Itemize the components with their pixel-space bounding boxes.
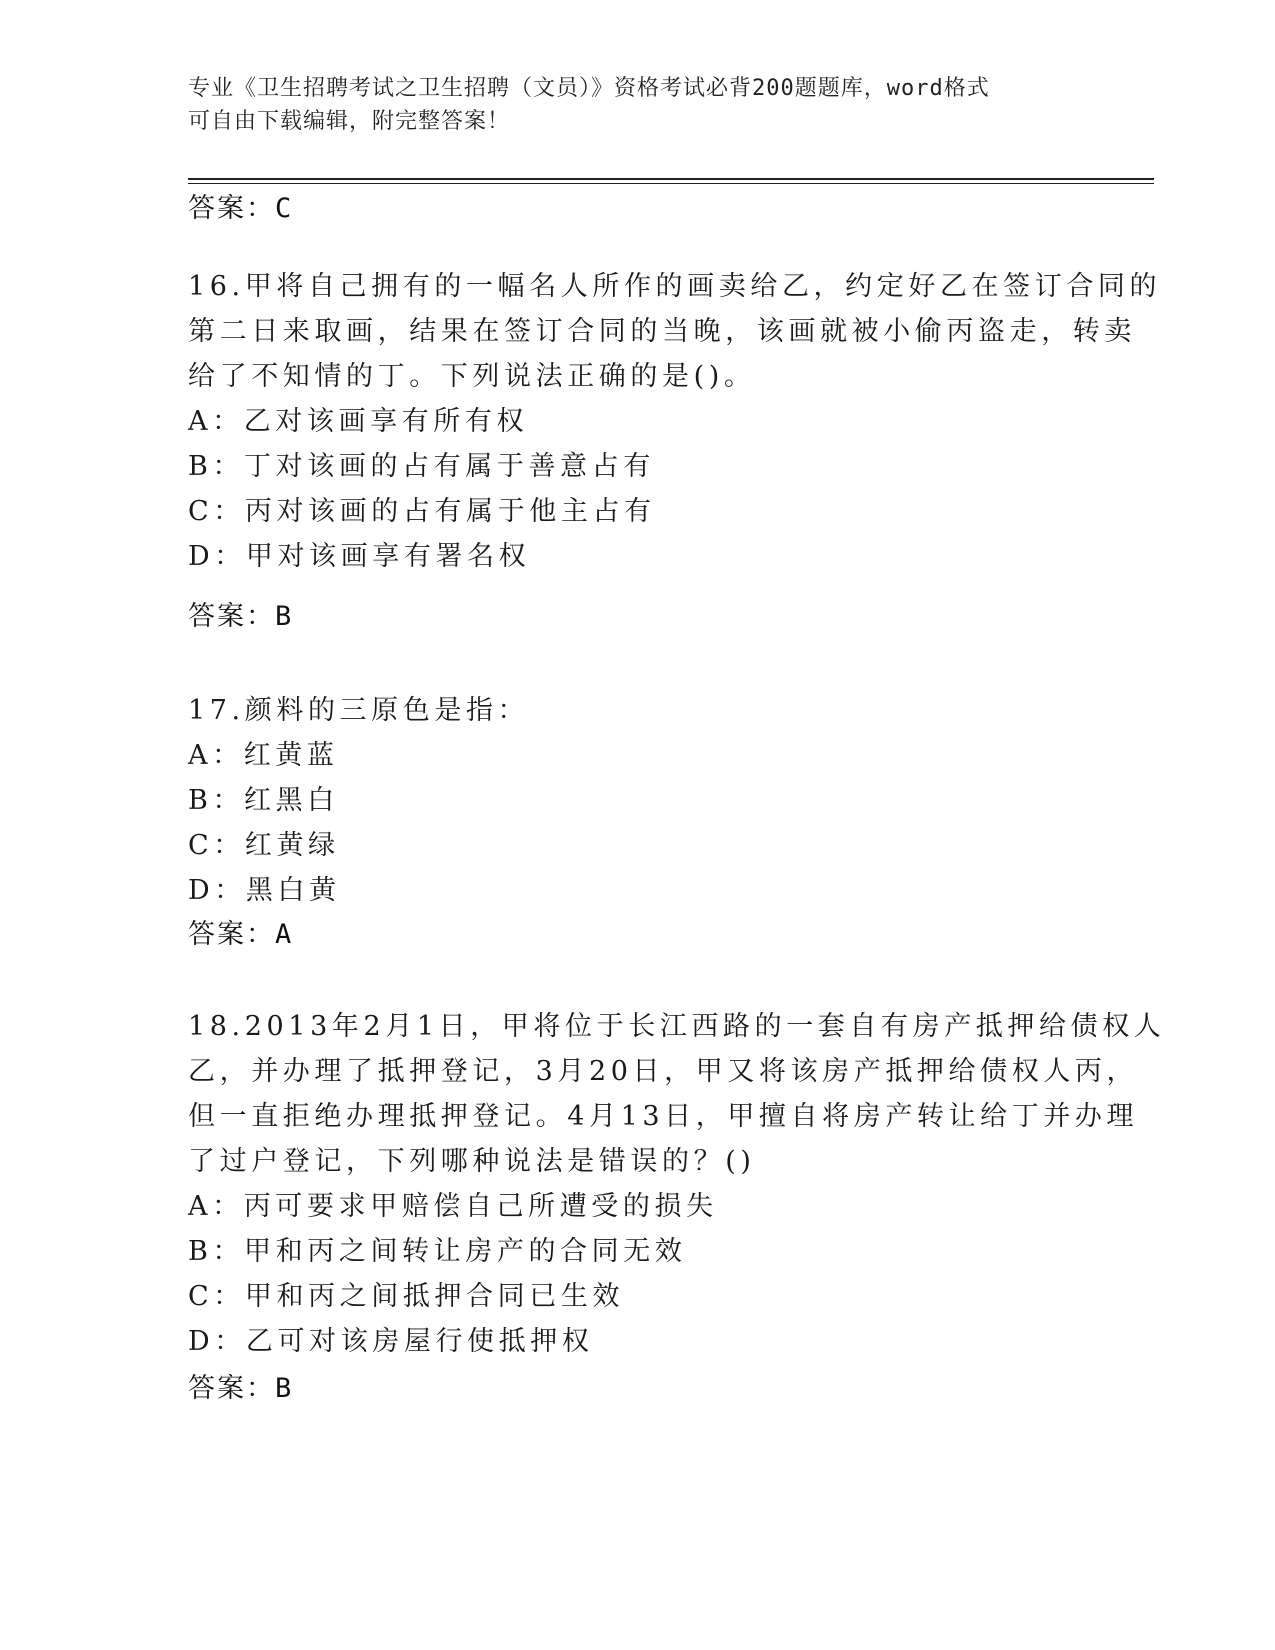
option-a: A：丙可要求甲赔偿自己所遭受的损失 bbox=[188, 1191, 718, 1222]
answer-value: C bbox=[275, 193, 294, 224]
question-stem-line: 乙，并办理了抵押登记，3月20日，甲又将该房产抵押给债权人丙， bbox=[188, 1056, 1139, 1087]
option-d: D：黑白黄 bbox=[188, 875, 341, 906]
header-divider-thick bbox=[188, 178, 1154, 180]
option-c: C：红黄绿 bbox=[188, 830, 340, 861]
answer-value: B bbox=[275, 601, 294, 632]
header-divider-thin bbox=[188, 183, 1154, 184]
option-c: C：丙对该画的占有属于他主占有 bbox=[188, 496, 656, 527]
question-stem-line: 17.颜料的三原色是指： bbox=[188, 695, 530, 726]
question-stem-line: 给了不知情的丁。下列说法正确的是()。 bbox=[188, 361, 756, 392]
question-16 bbox=[188, 264, 1162, 579]
option-b: B：红黑白 bbox=[188, 785, 339, 816]
question-stem-line: 18.2013年2月1日，甲将位于长江西路的一套自有房产抵押给债权人 bbox=[188, 1011, 1166, 1042]
header-line-2: 可自由下载编辑，附完整答案！ bbox=[188, 109, 511, 134]
option-d: D：甲对该画享有署名权 bbox=[188, 541, 531, 572]
answer-18 bbox=[188, 1366, 293, 1405]
option-d: D：乙可对该房屋行使抵押权 bbox=[188, 1326, 594, 1357]
option-a: A：乙对该画享有所有权 bbox=[188, 406, 529, 437]
question-stem-line: 但一直拒绝办理抵押登记。4月13日，甲擅自将房产转让给丁并办理 bbox=[188, 1101, 1139, 1132]
option-b: B：丁对该画的占有属于善意占有 bbox=[188, 451, 655, 482]
document-header bbox=[188, 72, 1068, 138]
answer-17 bbox=[188, 912, 293, 951]
header-line-1: 专业《卫生招聘考试之卫生招聘（文员）》资格考试必背200题题库，word格式 bbox=[188, 76, 990, 101]
question-stem-line: 第二日来取画，结果在签订合同的当晚，该画就被小偷丙盗走，转卖 bbox=[188, 316, 1136, 347]
question-18 bbox=[188, 1004, 1166, 1364]
answer-16 bbox=[188, 594, 293, 633]
question-17 bbox=[188, 688, 1088, 913]
option-a: A：红黄蓝 bbox=[188, 740, 339, 771]
prev-answer bbox=[188, 186, 293, 225]
answer-value: A bbox=[275, 919, 294, 950]
answer-label: 答案： bbox=[188, 601, 275, 632]
answer-label: 答案： bbox=[188, 1373, 275, 1404]
answer-label: 答案： bbox=[188, 919, 275, 950]
answer-value: B bbox=[275, 1373, 294, 1404]
question-stem-line: 16.甲将自己拥有的一幅名人所作的画卖给乙，约定好乙在签订合同的 bbox=[188, 271, 1162, 302]
option-c: C：甲和丙之间抵押合同已生效 bbox=[188, 1281, 625, 1312]
option-b: B：甲和丙之间转让房产的合同无效 bbox=[188, 1236, 687, 1267]
answer-label: 答案： bbox=[188, 193, 275, 224]
question-stem-line: 了过户登记，下列哪种说法是错误的？() bbox=[188, 1146, 756, 1177]
